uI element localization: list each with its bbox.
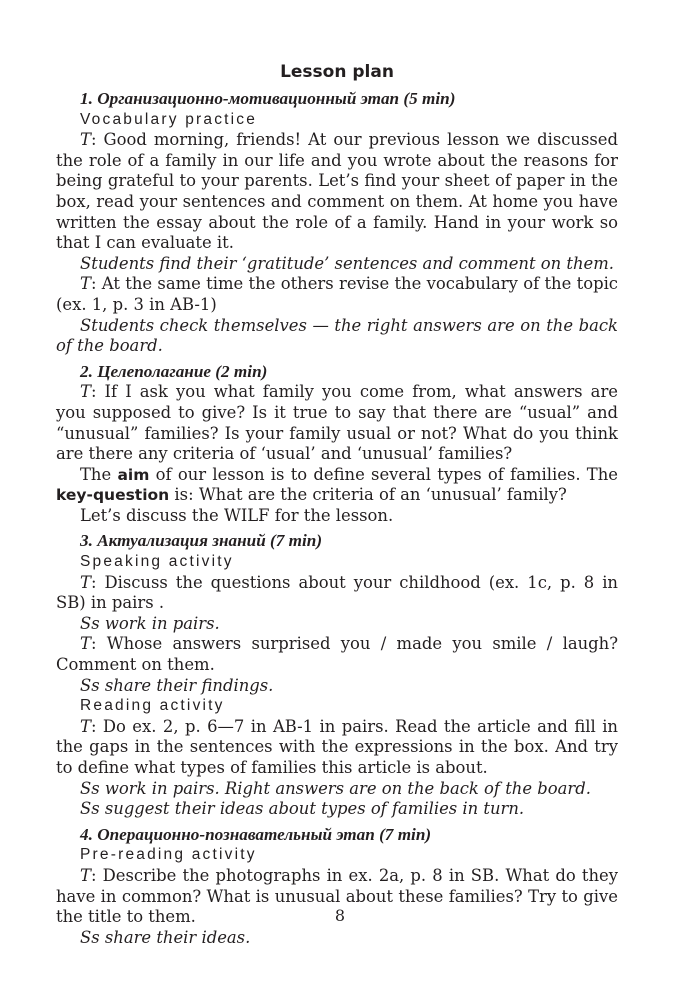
teacher-text: : Good morning, friends! At our previous lesson we discussed the role of a family in our life and you wrote about the reasons for being grateful to your parents. Let’s find your sheet of paper in the box, read your sentences and comment on them. At home you have written the essay about the role of a family. Hand in your work so that I can evaluate it. <box>56 130 618 253</box>
student-note: Ss suggest their ideas about types of families in turn. <box>80 799 525 819</box>
teacher-label: T <box>80 634 91 654</box>
activity-label: Pre-reading activity <box>80 846 257 864</box>
teacher-line <box>56 130 618 254</box>
aim-keyword: aim <box>117 465 150 484</box>
teacher-label: T <box>80 865 91 885</box>
activity-label: Speaking activity <box>80 553 234 571</box>
section-heading-1: 1. Организационно-мотивационный этап (5 min) <box>80 89 456 108</box>
page-number: 8 <box>334 906 346 925</box>
key-question-keyword: key-question <box>56 486 170 505</box>
student-note: Ss share their findings. <box>80 675 274 695</box>
section-heading-3: 3. Актуализация знаний (7 min) <box>80 531 323 551</box>
teacher-label: T <box>80 572 91 592</box>
student-note: Students check themselves — the right answers are on the back of the board. <box>56 315 618 356</box>
teacher-line <box>56 634 618 675</box>
teacher-label: T <box>80 130 91 150</box>
teacher-line <box>56 717 618 779</box>
teacher-label: T <box>80 716 91 736</box>
student-note: Ss work in pairs. Right answers are on the back of the board. <box>80 778 591 798</box>
teacher-text: : If I ask you what family you come from, what answers are you supposed to give? Is it true to say that there are “usual” and “unusual” families? Is your family usual or not? What do you think are there any criteria of ‘usual’ and ‘unusual’ families? <box>56 382 618 464</box>
teacher-line <box>56 573 618 614</box>
page-title: Lesson plan <box>280 62 394 82</box>
teacher-line <box>56 382 618 464</box>
section-heading-4: 4. Операционно-познавательный этап (7 min) <box>80 824 432 844</box>
teacher-label: T <box>80 274 91 294</box>
teacher-line <box>56 274 618 315</box>
teacher-text: : Describe the photographs in ex. 2a, p. 8 in SB. What do they have in common? What is unusual about these families? Try to give the title to them. <box>56 865 618 927</box>
aim-paragraph: The aim of our lesson is to define several types of families. The key-question is: What are the criteria of an ‘unusual’ family? <box>56 464 618 505</box>
activity-label: Reading activity <box>80 697 225 715</box>
teacher-label: T <box>80 382 91 402</box>
student-note: Ss share their ideas. <box>80 927 251 947</box>
lesson-content <box>56 89 618 948</box>
student-note: Students find their ‘gratitude’ sentences and comment on them. <box>80 253 615 273</box>
student-note: Ss work in pairs. <box>80 613 220 633</box>
wilf-line: Let’s discuss the WILF for the lesson. <box>80 505 394 525</box>
teacher-text: : Whose answers surprised you / made you smile / laugh? Comment on them. <box>56 634 618 675</box>
section-heading-2: 2. Целеполагание (2 min) <box>80 361 268 381</box>
teacher-text: : At the same time the others revise the vocabulary of the topic (ex. 1, p. 3 in AB-1) <box>56 274 618 314</box>
teacher-text: : Discuss the questions about your childhood (ex. 1c, p. 8 in SB) in pairs . <box>56 572 618 613</box>
activity-label: Vocabulary practice <box>80 110 258 128</box>
teacher-text: : Do ex. 2, p. 6—7 in AB-1 in pairs. Read the article and fill in the gaps in the sentences with the expressions in the box. And try to define what types of families this article is about. <box>56 716 618 777</box>
